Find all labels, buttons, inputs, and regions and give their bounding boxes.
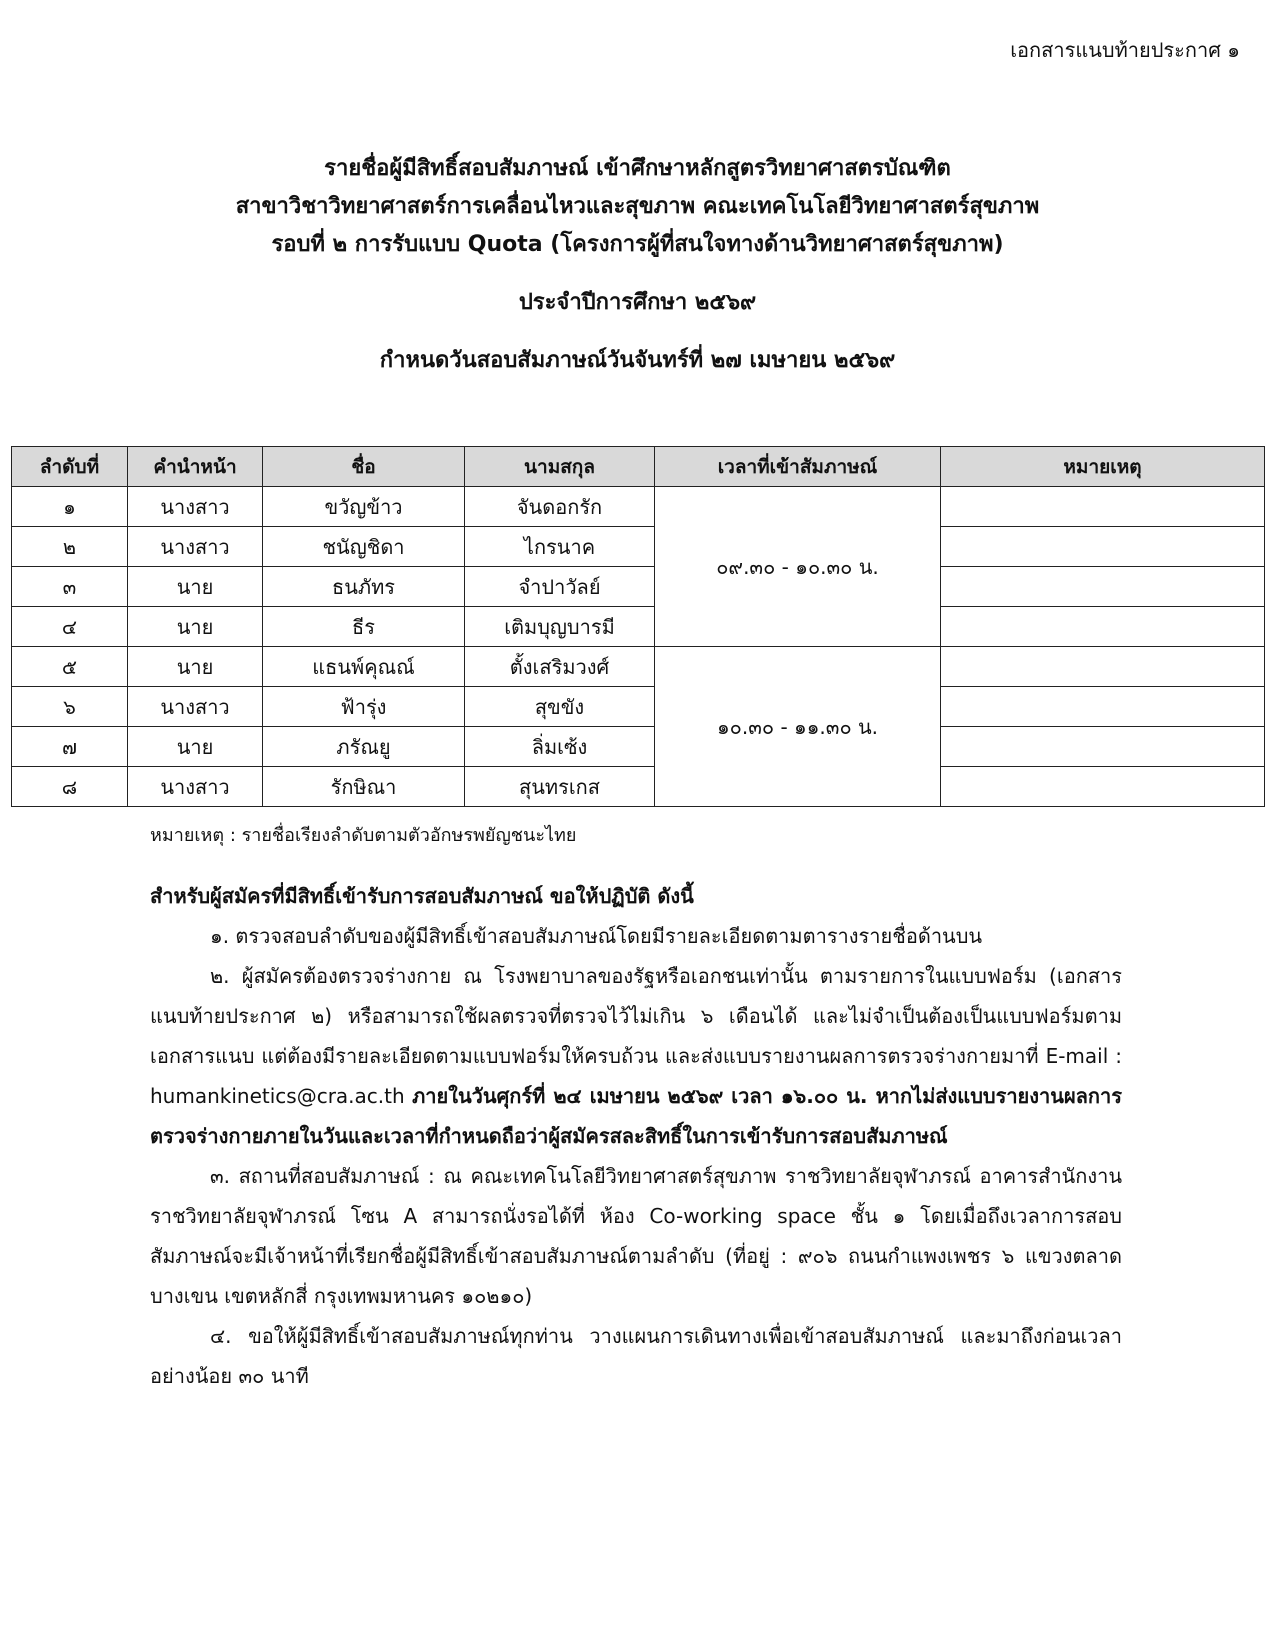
instruction-item-2-deadline: ภายในวันศุกร์ที่ ๒๔ เมษายน ๒๕๖๙ เวลา ๑๖.๐๐ น. หากไม่ส่งแบบรายงานผลการตรวจร่างกายภายในวันและเวลาที่กำหนดถือว่าผู้สมัครสละสิทธิ์ในการเข้ารับการสอบสัมภาษณ์ [150, 1084, 1122, 1148]
cell-number: ๑ [12, 487, 128, 527]
column-header-last-name: นามสกุล [465, 447, 655, 487]
cell-remark [941, 727, 1265, 767]
cell-first-name: ชนัญชิดา [263, 527, 465, 567]
cell-prefix: นางสาว [128, 767, 263, 807]
cell-remark [941, 567, 1265, 607]
cell-last-name: สุนทรเกส [465, 767, 655, 807]
cell-number: ๖ [12, 687, 128, 727]
cell-number: ๕ [12, 647, 128, 687]
table-row [12, 567, 1265, 607]
cell-first-name: ธีร [263, 607, 465, 647]
instructions-title: สำหรับผู้สมัครที่มีสิทธิ์เข้ารับการสอบสัมภาษณ์ ขอให้ปฏิบัติ ดังนี้ [150, 884, 694, 908]
cell-last-name: สุขขัง [465, 687, 655, 727]
instruction-item-2 [150, 956, 1122, 1156]
table-row [12, 647, 1265, 687]
column-header-remark: หมายเหตุ [941, 447, 1265, 487]
table-row [12, 727, 1265, 767]
cell-remark [941, 687, 1265, 727]
cell-prefix: นาย [128, 727, 263, 767]
cell-first-name: ขวัญข้าว [263, 487, 465, 527]
cell-remark [941, 527, 1265, 567]
attachment-reference: เอกสารแนบท้ายประกาศ ๑ [1010, 38, 1240, 62]
cell-remark [941, 487, 1265, 527]
cell-first-name: ธนภัทร [263, 567, 465, 607]
header-title-line-3: รอบที่ ๒ การรับแบบ Quota (โครงการผู้ที่สนใจทางด้านวิทยาศาสตร์สุขภาพ) [271, 232, 1004, 257]
table-row [12, 487, 1265, 527]
cell-remark [941, 607, 1265, 647]
cell-first-name: แธนพ์คุณณ์ [263, 647, 465, 687]
table-row [12, 767, 1265, 807]
cell-prefix: นาย [128, 567, 263, 607]
cell-number: ๓ [12, 567, 128, 607]
column-header-first-name: ชื่อ [263, 447, 465, 487]
cell-last-name: จันดอกรัก [465, 487, 655, 527]
table-row [12, 527, 1265, 567]
column-header-number: ลำดับที่ [12, 447, 128, 487]
cell-prefix: นางสาว [128, 687, 263, 727]
cell-number: ๘ [12, 767, 128, 807]
cell-time-slot: ๑๐.๓๐ - ๑๑.๓๐ น. [655, 647, 941, 807]
instruction-item-1: ๑. ตรวจสอบลำดับของผู้มีสิทธิ์เข้าสอบสัมภาษณ์โดยมีรายละเอียดตามตารางรายชื่อด้านบน [210, 924, 983, 948]
table-header-row [12, 447, 1265, 487]
instruction-item-2-text: ๒. ผู้สมัครต้องตรวจร่างกาย ณ โรงพยาบาลของรัฐหรือเอกชนเท่านั้น ตามรายการในแบบฟอร์ม (เอกสารแนบท้ายประกาศ ๒) หรือสามารถใช้ผลตรวจที่ตรวจไว้ไม่เกิน ๖ เดือนได้ และไม่จำเป็นต้องเป็นแบบฟอร์มตามเอกสารแนบ แต่ต้องมีรายละเอียดตามแบบฟอร์มให้ครบถ้วน และส่งแบบรายงานผลการตรวจร่างกายมาที่ E-mail : humankinetics@cra.ac.th [150, 964, 1122, 1108]
instructions-section [150, 876, 1122, 1396]
cell-last-name: จำปาวัลย์ [465, 567, 655, 607]
cell-prefix: นางสาว [128, 487, 263, 527]
cell-last-name: เติมบุญบารมี [465, 607, 655, 647]
cell-last-name: ลิ่มเซ้ง [465, 727, 655, 767]
column-header-interview-time: เวลาที่เข้าสัมภาษณ์ [655, 447, 941, 487]
cell-prefix: นาย [128, 647, 263, 687]
table-row [12, 607, 1265, 647]
header-title-line-2: สาขาวิชาวิทยาศาสตร์การเคลื่อนไหวและสุขภาพ คณะเทคโนโลยีวิทยาศาสตร์สุขภาพ [235, 194, 1040, 219]
document-header [0, 150, 1275, 380]
instruction-item-3: ๓. สถานที่สอบสัมภาษณ์ : ณ คณะเทคโนโลยีวิทยาศาสตร์สุขภาพ ราชวิทยาลัยจุฬาภรณ์ อาคารสำนักงานราชวิทยาลัยจุฬาภรณ์ โซน A สามารถนั่งรอได้ที่ ห้อง Co-working space ชั้น ๑ โดยเมื่อถึงเวลาการสอบสัมภาษณ์จะมีเจ้าหน้าที่เรียกชื่อผู้มีสิทธิ์เข้าสอบสัมภาษณ์ตามลำดับ (ที่อยู่ : ๙๐๖ ถนนกำแพงเพชร ๖ แขวงตลาดบางเขน เขตหลักสี่ กรุงเทพมหานคร ๑๐๒๑๐) [150, 1164, 1122, 1308]
cell-last-name: ไกรนาค [465, 527, 655, 567]
cell-first-name: ภรัณยู [263, 727, 465, 767]
cell-number: ๒ [12, 527, 128, 567]
cell-last-name: ตั้งเสริมวงศ์ [465, 647, 655, 687]
header-title-line-1: รายชื่อผู้มีสิทธิ์สอบสัมภาษณ์ เข้าศึกษาหลักสูตรวิทยาศาสตรบัณฑิต [324, 156, 951, 181]
cell-remark [941, 647, 1265, 687]
cell-prefix: นางสาว [128, 527, 263, 567]
table-note: หมายเหตุ : รายชื่อเรียงลำดับตามตัวอักษรพยัญชนะไทย [150, 825, 577, 846]
table-row [12, 687, 1265, 727]
interview-date: กำหนดวันสอบสัมภาษณ์วันจันทร์ที่ ๒๗ เมษายน ๒๕๖๙ [379, 348, 896, 373]
cell-first-name: รักษิณา [263, 767, 465, 807]
instruction-item-4: ๔. ขอให้ผู้มีสิทธิ์เข้าสอบสัมภาษณ์ทุกท่าน วางแผนการเดินทางเพื่อเข้าสอบสัมภาษณ์ และมาถึงก่อนเวลาอย่างน้อย ๓๐ นาที [150, 1324, 1122, 1388]
cell-first-name: ฟ้ารุ่ง [263, 687, 465, 727]
cell-time-slot: ๐๙.๓๐ - ๑๐.๓๐ น. [655, 487, 941, 647]
academic-year: ประจำปีการศึกษา ๒๕๖๙ [518, 290, 757, 315]
cell-number: ๗ [12, 727, 128, 767]
column-header-prefix: คำนำหน้า [128, 447, 263, 487]
cell-prefix: นาย [128, 607, 263, 647]
interview-schedule-table [11, 446, 1265, 807]
cell-remark [941, 767, 1265, 807]
cell-number: ๔ [12, 607, 128, 647]
